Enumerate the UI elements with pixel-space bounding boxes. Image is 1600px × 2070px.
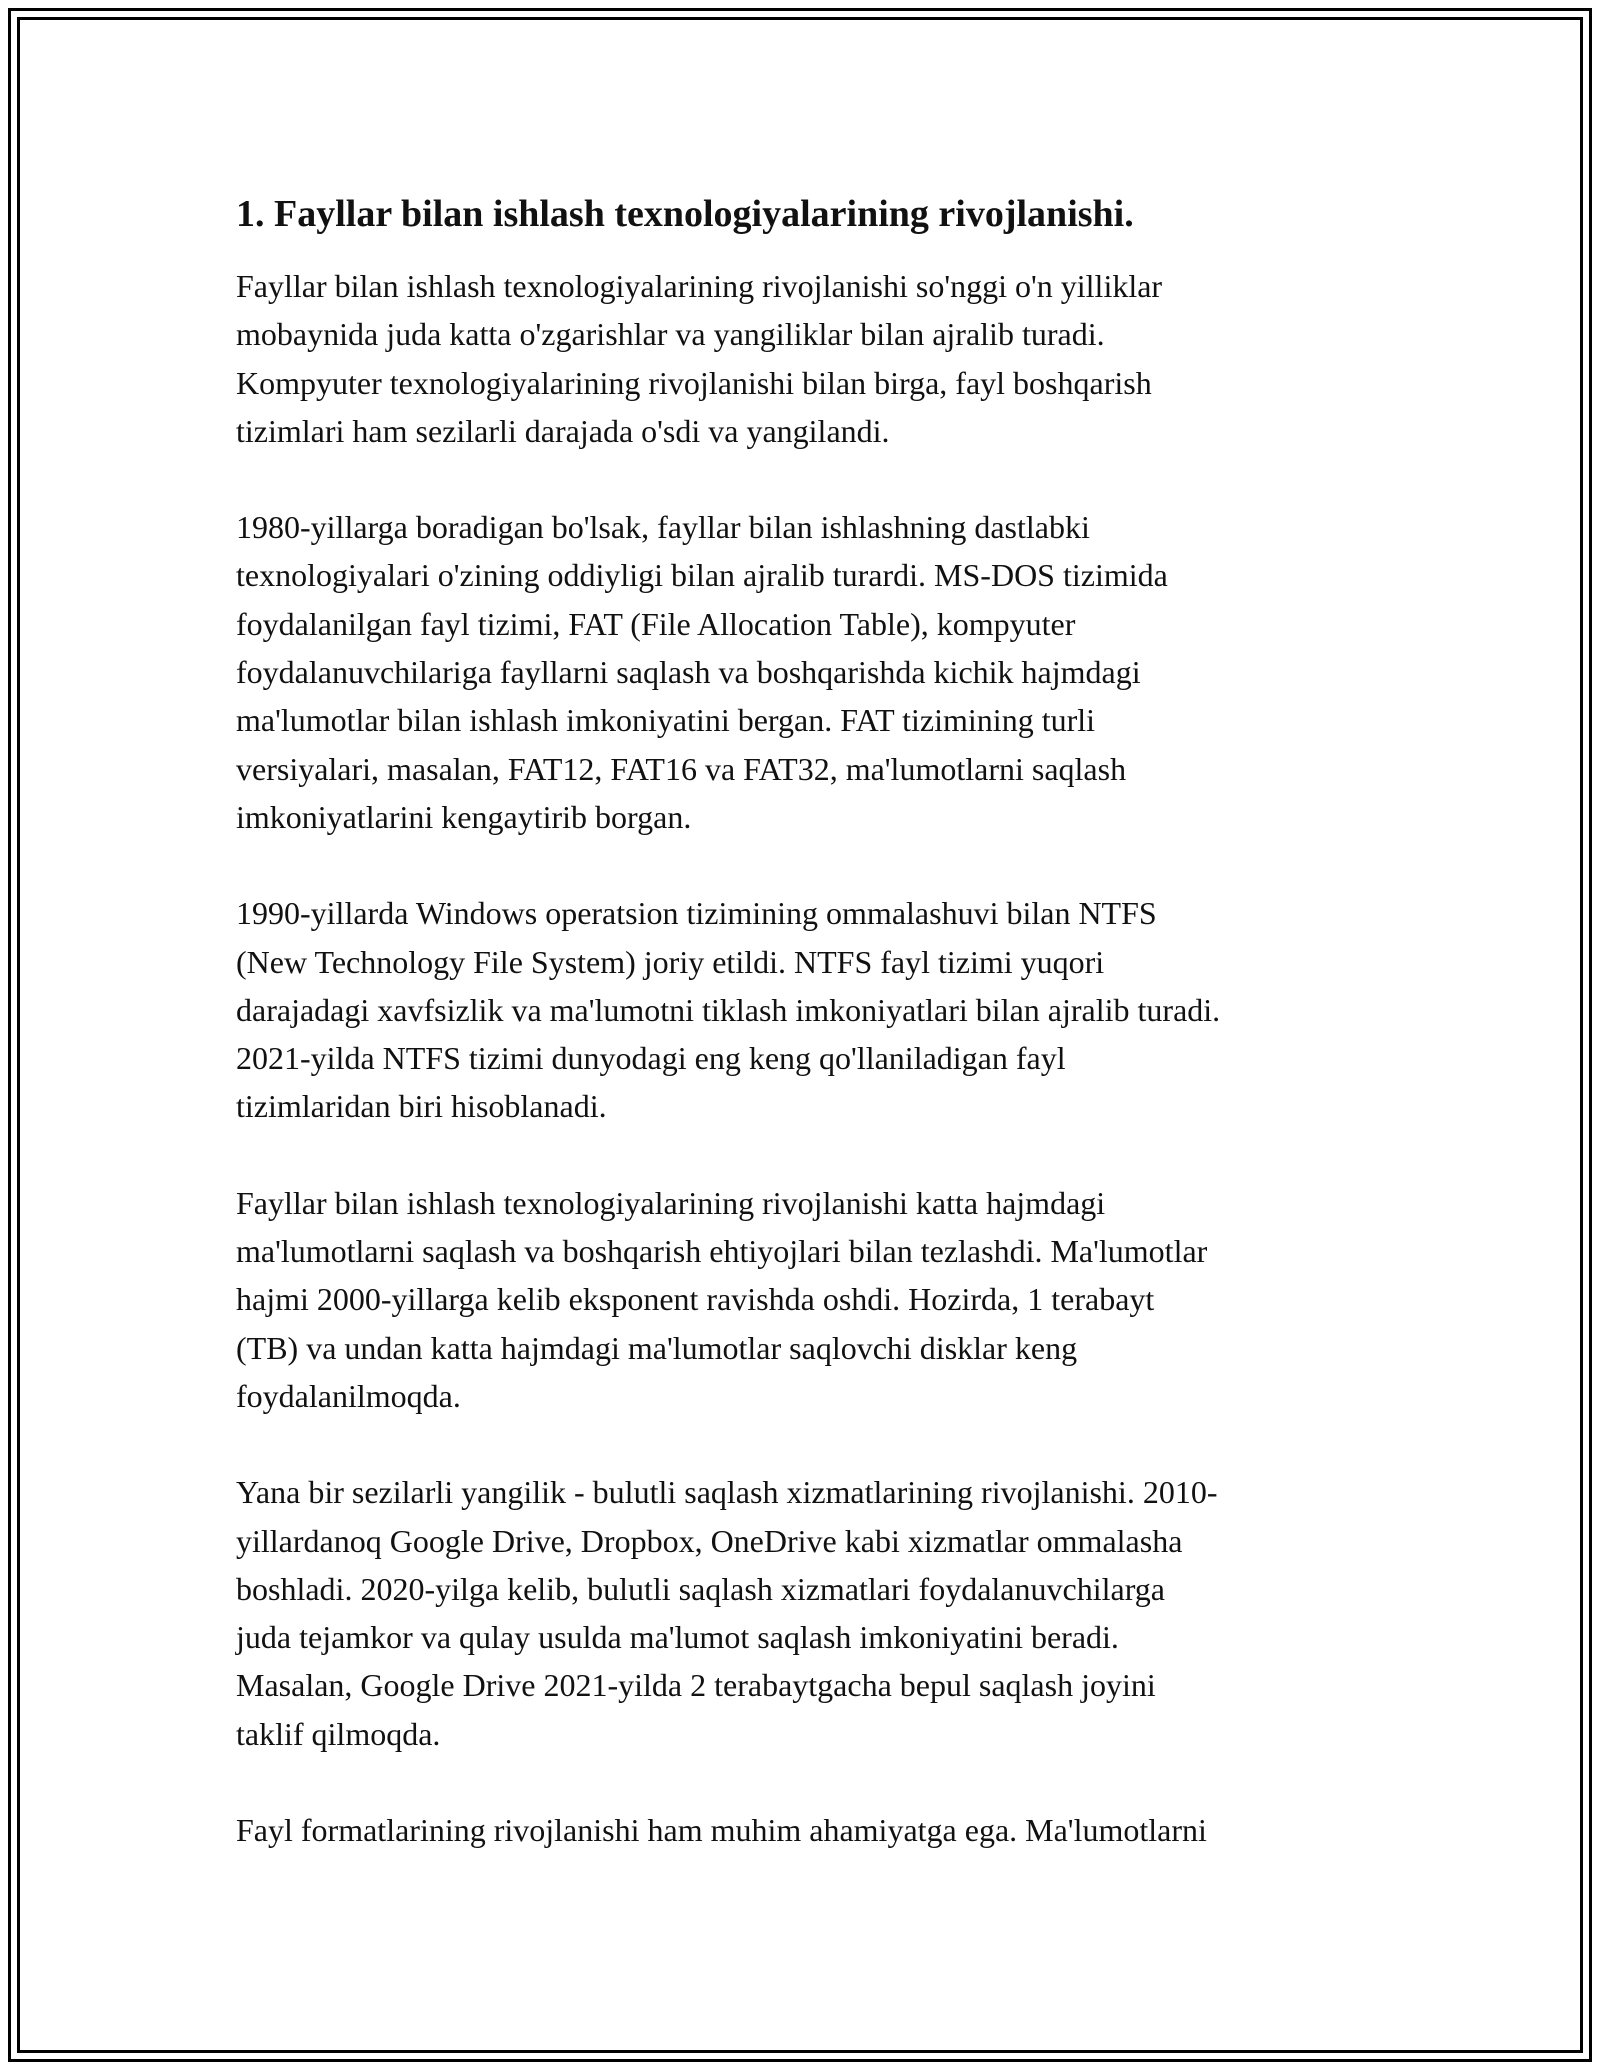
text-line: mobaynida juda katta o'zgarishlar va yangiliklar bilan ajralib turadi. bbox=[236, 316, 1105, 353]
text-line: texnologiyalari o'zining oddiyligi bilan ajralib turardi. MS-DOS tizimida bbox=[236, 557, 1168, 594]
document-body bbox=[236, 188, 1371, 1902]
text-line: darajadagi xavfsizlik va ma'lumotni tiklash imkoniyatlari bilan ajralib turadi. bbox=[236, 991, 1221, 1028]
paragraph bbox=[236, 262, 1371, 455]
text-line: imkoniyatlarini kengaytirib borgan. bbox=[236, 798, 692, 835]
text-line: Masalan, Google Drive 2021-yilda 2 terabaytgacha bepul saqlash joyini bbox=[236, 1667, 1156, 1704]
text-line: taklif qilmoqda. bbox=[236, 1715, 441, 1752]
text-line: Kompyuter texnologiyalarining rivojlanishi bilan birga, fayl boshqarish bbox=[236, 364, 1152, 401]
text-line: tizimlaridan biri hisoblanadi. bbox=[236, 1088, 607, 1125]
text-line: 2021-yilda NTFS tizimi dunyodagi eng keng qo'llaniladigan fayl bbox=[236, 1040, 1066, 1077]
paragraph bbox=[236, 1179, 1371, 1420]
text-line: ma'lumotlarni saqlash va boshqarish ehtiyojlari bilan tezlashdi. Ma'lumotlar bbox=[236, 1233, 1208, 1270]
text-line: boshladi. 2020-yilga kelib, bulutli saqlash xizmatlari foydalanuvchilarga bbox=[236, 1570, 1165, 1607]
text-line: Fayllar bilan ishlash texnologiyalarining rivojlanishi katta hajmdagi bbox=[236, 1184, 1106, 1221]
text-line: Fayl formatlarining rivojlanishi ham muhim ahamiyatga ega. Ma'lumotlarni bbox=[236, 1812, 1207, 1849]
text-line: foydalanilgan fayl tizimi, FAT (File Allocation Table), kompyuter bbox=[236, 605, 1076, 642]
text-line: juda tejamkor va qulay usulda ma'lumot saqlash imkoniyatini beradi. bbox=[236, 1619, 1119, 1656]
text-line: (New Technology File System) joriy etildi. NTFS fayl tizimi yuqori bbox=[236, 943, 1105, 980]
paragraph-container bbox=[236, 262, 1371, 1854]
paragraph bbox=[236, 889, 1371, 1130]
text-line: ma'lumotlar bilan ishlash imkoniyatini bergan. FAT tizimining turli bbox=[236, 702, 1096, 739]
text-line: 1990-yillarda Windows operatsion tizimining ommalashuvi bilan NTFS bbox=[236, 895, 1157, 932]
text-line: versiyalari, masalan, FAT12, FAT16 va FAT32, ma'lumotlarni saqlash bbox=[236, 750, 1127, 787]
paragraph bbox=[236, 1806, 1371, 1854]
text-line: 1980-yillarga boradigan bo'lsak, fayllar bilan ishlashning dastlabki bbox=[236, 509, 1090, 546]
text-line: foydalanilmoqda. bbox=[236, 1377, 461, 1414]
text-line: tizimlari ham sezilarli darajada o'sdi va yangilandi. bbox=[236, 412, 890, 449]
text-line: Yana bir sezilarli yangilik - bulutli saqlash xizmatlarining rivojlanishi. 2010- bbox=[236, 1474, 1218, 1511]
paragraph bbox=[236, 1468, 1371, 1758]
text-line: Fayllar bilan ishlash texnologiyalarining rivojlanishi so'nggi o'n yilliklar bbox=[236, 268, 1163, 304]
text-line: (TB) va undan katta hajmdagi ma'lumotlar saqlovchi disklar keng bbox=[236, 1329, 1078, 1366]
text-line: yillardanoq Google Drive, Dropbox, OneDrive kabi xizmatlar ommalasha bbox=[236, 1522, 1183, 1559]
text-line: hajmi 2000-yillarga kelib eksponent ravishda oshdi. Hozirda, 1 terabayt bbox=[236, 1281, 1155, 1318]
text-line: foydalanuvchilariga fayllarni saqlash va boshqarishda kichik hajmdagi bbox=[236, 654, 1141, 691]
section-heading: 1. Fayllar bilan ishlash texnologiyalarining rivojlanishi. bbox=[236, 193, 1134, 235]
paragraph bbox=[236, 503, 1371, 841]
